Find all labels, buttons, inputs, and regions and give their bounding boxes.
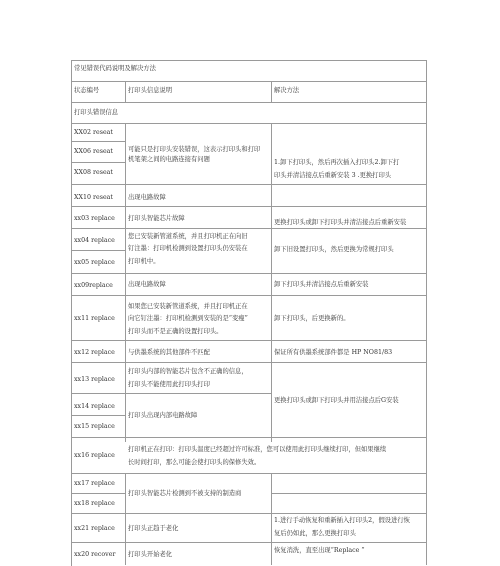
code-cell: XX02 reseat (74, 129, 113, 136)
code-cell: xx14 replace (74, 403, 115, 410)
info-cell: 打印机中。 (128, 258, 160, 265)
solution-cell: 印头并清洁接点后重新安装 3 .更换打印头 (274, 172, 392, 179)
solution-cell: 更换打印头或卸下打印头并清洁接点后重新安装 (274, 219, 407, 226)
info-cell: 打印头开始老化 (128, 551, 173, 558)
info-cell: 打印头不能使用此打印头打印 (128, 381, 210, 388)
solution-cell: 卸下打印头，后更换新的。 (274, 315, 350, 322)
code-cell: xx09replace (74, 282, 113, 289)
header-solution: 解决方法 (274, 87, 300, 94)
document-title: 常见错误代码说明及解决方法 (74, 65, 156, 72)
code-cell: XX06 reseat (74, 148, 113, 155)
code-cell: xx13 replace (74, 376, 115, 383)
info-cell: 打印机正在打印：打印头温度已经超过许可标准，您可以使用此打印头继续打印，但如果继续 (128, 446, 387, 453)
code-cell: xx17 replace (74, 480, 115, 487)
solution-cell: 更换打印头或卸下打印头并用洁接点后G安装 (274, 397, 399, 404)
code-cell: XX08 reseat (74, 169, 113, 176)
info-cell: 打印头智能芯片检测到不被支持的制造商 (128, 490, 242, 497)
info-cell: 如果您已安装新管道系统，并且打印机正在 (128, 303, 248, 310)
solution-cell: 复后仍如此，那么更换打印头 (274, 530, 356, 537)
code-cell: XX10 reseat (74, 194, 113, 201)
header-info: 打印头信息说明 (128, 87, 173, 94)
code-cell: xx12 replace (74, 349, 115, 356)
info-cell: 打印头而不是正确的设置打印头。 (128, 328, 223, 335)
solution-cell: 卸下旧设置打印头，然后更换为常规打印头 (274, 246, 394, 253)
info-cell: 长时间打印，那么可能会使打印头的保修失效。 (128, 459, 261, 466)
section-title: 打印头错误信息 (74, 109, 119, 116)
solution-cell: 1.进行手动恢复和重新插入打印头2，假设进行恢 (274, 517, 410, 524)
info-cell: 出现电路故障 (128, 281, 166, 288)
code-cell: xx03 replace (74, 215, 115, 222)
info-cell: 打印头内部的智能芯片包含不正确的信息， (128, 368, 248, 375)
solution-cell: 恢复消洗，直至出现“Replace ” (274, 547, 365, 554)
code-cell: xx16 replace (74, 452, 115, 459)
info-cell: 向它钉注墨：打印机检测到安装的是“变瘦” (128, 315, 248, 322)
info-cell: 出现电路故障 (128, 194, 166, 201)
solution-cell: 卸下打印头并清洁接点后重新安装 (274, 281, 369, 288)
info-cell: 您已安装新管道系统，并且打印机正在向旧 (128, 233, 248, 240)
info-cell: 可能只是打印头安装错误，这表示打印头和打印机笔架之间的电路连接有问题 (128, 146, 261, 163)
code-cell: xx04 replace (74, 237, 115, 244)
header-code: 状态编号 (74, 87, 100, 94)
code-cell: xx18 replace (74, 500, 115, 507)
code-cell: xx11 replace (74, 315, 115, 322)
info-cell: 与供墨系统的其他部件不匹配 (128, 349, 210, 356)
code-cell: xx15 replace (74, 423, 115, 430)
code-cell: xx21 replace (74, 525, 115, 532)
code-cell: xx20 recover (74, 551, 116, 558)
info-cell: 钉注墨：打印机检测到设置打印头仍安装在 (128, 245, 248, 252)
info-cell: 打印头出现内部电路故障 (128, 412, 198, 419)
solution-cell: 1.卸下打印头，然后再次插入打印头2.卸下打 (274, 159, 400, 166)
solution-cell: 保证所有供墨系统部件都是 HP NO81/83 (274, 349, 393, 356)
info-cell: 打印头智能芯片故障 (128, 215, 185, 222)
info-cell: 打印头正趋于老化 (128, 525, 179, 532)
code-cell: xx05 replace (74, 259, 115, 266)
